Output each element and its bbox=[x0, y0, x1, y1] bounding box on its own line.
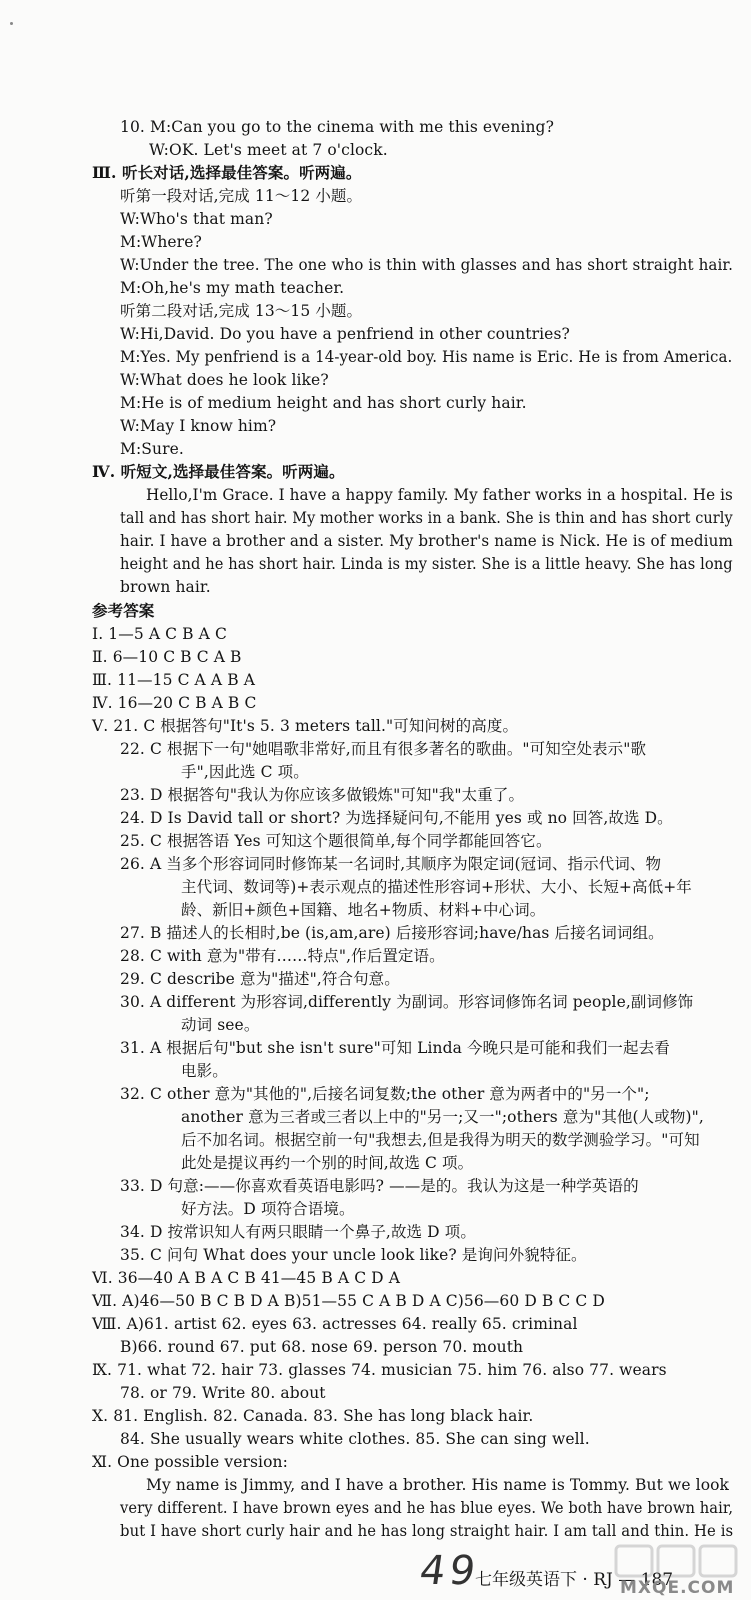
text-line: brown hair. bbox=[120, 578, 211, 596]
text-line: Hello,I'm Grace. I have a happy family. My father works in a hospital. He is bbox=[146, 486, 733, 504]
text-line: 后不加名词。根据空前一句"我想去,但是我得为明天的数学测验学习。"可知 bbox=[181, 1131, 700, 1149]
text-line: Ⅴ. 21. C 根据答句"It's 5. 3 meters tall."可知问树的高度。 bbox=[92, 717, 519, 735]
watermark-text: MXQE.COM bbox=[620, 1578, 735, 1598]
text-line: Ⅱ. 6—10 C B C A B bbox=[92, 648, 242, 666]
text-line: 25. C 根据答语 Yes 可知这个题很简单,每个同学都能回答它。 bbox=[120, 832, 552, 850]
text-line: M:Where? bbox=[120, 233, 202, 251]
text-line: 听第一段对话,完成 11～12 小题。 bbox=[120, 187, 363, 205]
text-line: B)66. round 67. put 68. nose 69. person 70. mouth bbox=[120, 1338, 524, 1356]
text-line: W:Hi,David. Do you have a penfriend in other countries? bbox=[120, 325, 570, 343]
page-footer-label: 七年级英语下 · RJ — 187 bbox=[475, 1570, 674, 1590]
text-line: W:What does he look like? bbox=[120, 371, 329, 389]
text-line: Ⅹ. 81. English. 82. Canada. 83. She has long black hair. bbox=[92, 1407, 534, 1425]
text-line: My name is Jimmy, and I have a brother. His name is Tommy. But we look bbox=[146, 1476, 730, 1494]
text-line: another 意为三者或三者以上中的"另一;又一";others 意为"其他(人或物)", bbox=[181, 1108, 704, 1126]
text-line: 27. B 描述人的长相时,be (is,am,are) 后接形容词;have/has 后接名词词组。 bbox=[120, 924, 664, 942]
text-line: M:He is of medium height and has short curly hair. bbox=[120, 394, 527, 412]
text-line: 动词 see。 bbox=[181, 1016, 260, 1034]
text-line: 29. C describe 意为"描述",符合句意。 bbox=[120, 970, 400, 988]
text-line: hair. I have a brother and a sister. My brother's name is Nick. He is of medium bbox=[120, 532, 733, 550]
scan-dot bbox=[10, 22, 13, 25]
text-line: Ⅰ. 1—5 A C B A C bbox=[92, 625, 227, 643]
text-line: 主代词、数词等)+表示观点的描述性形容词+形状、大小、长短+高低+年 bbox=[181, 878, 692, 896]
text-line: 32. C other 意为"其他的",后接名词复数;the other 意为两者中的"另一个"; bbox=[120, 1085, 650, 1103]
text-line: Ⅶ. A)46—50 B C B D A B)51—55 C A B D A C)56—60 D B C C D bbox=[92, 1292, 605, 1310]
text-line: 26. A 当多个形容词同时修饰某一名词时,其顺序为限定词(冠词、指示代词、物 bbox=[120, 855, 662, 873]
text-line: Ⅷ. A)61. artist 62. eyes 63. actresses 64. really 65. criminal bbox=[92, 1315, 578, 1333]
section-heading: 参考答案 bbox=[92, 601, 155, 620]
text-line: 手",因此选 C 项。 bbox=[181, 763, 309, 781]
text-line: Ⅸ. 71. what 72. hair 73. glasses 74. musician 75. him 76. also 77. wears bbox=[92, 1361, 667, 1379]
text-line: but I have short curly hair and he has long straight hair. I am tall and thin. He is bbox=[120, 1522, 734, 1540]
text-line: M:Oh,he's my math teacher. bbox=[120, 279, 345, 297]
text-line: 35. C 问句 What does your uncle look like? 是询问外貌特征。 bbox=[120, 1246, 587, 1264]
text-line: tall and has short hair. My mother works in a bank. She is thin and has short curly bbox=[120, 509, 733, 527]
text-line: 龄、新旧+颜色+国籍、地名+物质、材料+中心词。 bbox=[181, 901, 546, 919]
text-line: 24. D Is David tall or short? 为选择疑问句,不能用 yes 或 no 回答,故选 D。 bbox=[120, 809, 673, 827]
text-line: 23. D 根据答句"我认为你应该多做锻炼"可知"我"太重了。 bbox=[120, 786, 525, 804]
text-line: M:Yes. My penfriend is a 14-year-old boy. His name is Eric. He is from America. bbox=[120, 348, 733, 366]
text-line: 28. C with 意为"带有……特点",作后置定语。 bbox=[120, 947, 445, 965]
text-line: height and he has short hair. Linda is my sister. She is a little heavy. She has long bbox=[120, 555, 733, 573]
text-line: 10. M:Can you go to the cinema with me this evening? bbox=[120, 118, 554, 136]
text-line: 84. She usually wears white clothes. 85. She can sing well. bbox=[120, 1430, 590, 1448]
text-line: Ⅺ. One possible version: bbox=[92, 1453, 288, 1471]
section-heading: Ⅳ. 听短文,选择最佳答案。听两遍。 bbox=[92, 462, 345, 481]
text-line: Ⅵ. 36—40 A B A C B 41—45 B A C D A bbox=[92, 1269, 401, 1287]
section-heading: Ⅲ. 听长对话,选择最佳答案。听两遍。 bbox=[92, 163, 362, 182]
text-line: very different. I have brown eyes and he has blue eyes. We both have brown hair, bbox=[120, 1499, 734, 1517]
text-line: Ⅲ. 11—15 C A A B A bbox=[92, 671, 256, 689]
text-line: W:Under the tree. The one who is thin with glasses and has short straight hair. bbox=[120, 256, 734, 274]
text-line: W:May I know him? bbox=[120, 417, 277, 435]
text-line: W:Who's that man? bbox=[120, 210, 273, 228]
handwritten-page-number: 49 bbox=[416, 1548, 483, 1594]
text-line: M:Sure. bbox=[120, 440, 184, 458]
text-line: 听第二段对话,完成 13～15 小题。 bbox=[120, 302, 363, 320]
text-line: 30. A different 为形容词,differently 为副词。形容词修饰名词 people,副词修饰 bbox=[120, 993, 694, 1011]
text-line: 33. D 句意:——你喜欢看英语电影吗? ——是的。我认为这是一种学英语的 bbox=[120, 1177, 639, 1195]
text-line: 22. C 根据下一句"她唱歌非常好,而且有很多著名的歌曲。"可知空处表示"歌 bbox=[120, 740, 647, 758]
text-line: W:OK. Let's meet at 7 o'clock. bbox=[149, 141, 388, 159]
text-line: 电影。 bbox=[181, 1062, 228, 1080]
text-line: 78. or 79. Write 80. about bbox=[120, 1384, 326, 1402]
text-line: 好方法。D 项符合语境。 bbox=[181, 1200, 355, 1218]
text-line: 34. D 按常识知人有两只眼睛一个鼻子,故选 D 项。 bbox=[120, 1223, 476, 1241]
text-line: 此处是提议再约一个别的时间,故选 C 项。 bbox=[181, 1154, 474, 1172]
text-line: 31. A 根据后句"but she isn't sure"可知 Linda 今晚只是可能和我们一起去看 bbox=[120, 1039, 670, 1057]
text-line: Ⅳ. 16—20 C B A B C bbox=[92, 694, 257, 712]
